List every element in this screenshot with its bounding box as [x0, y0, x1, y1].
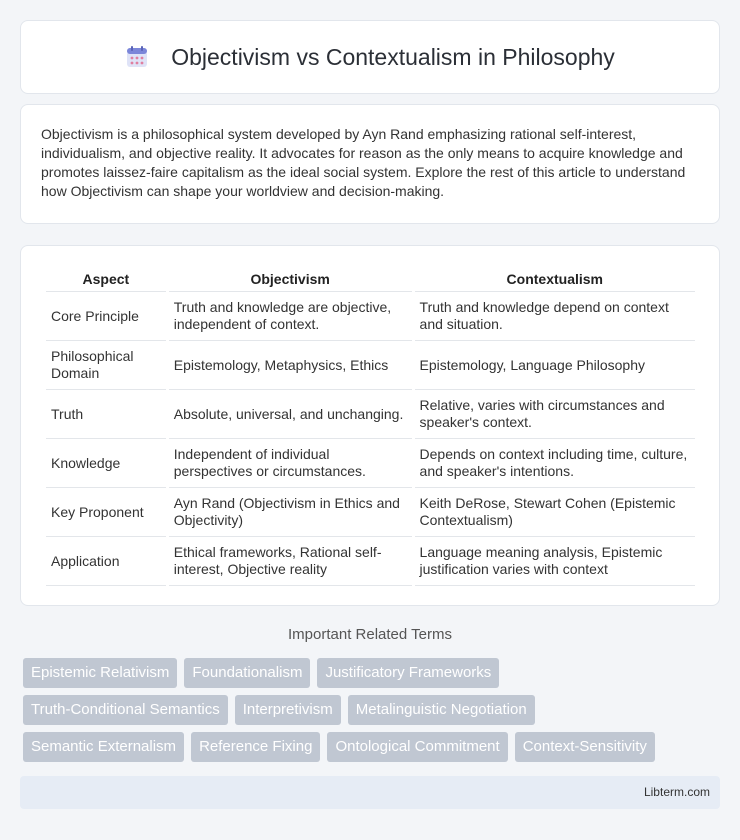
footer-link[interactable]: Libterm.com — [643, 785, 710, 799]
related-term-tag[interactable]: Metalinguistic Negotiation — [348, 695, 535, 725]
table-row — [46, 390, 695, 439]
table-cell: Language meaning analysis, Epistemic justification varies with context — [415, 537, 695, 586]
header-contextualism: Contextualism — [415, 264, 695, 292]
table-cell: Knowledge — [46, 439, 166, 488]
table-cell: Independent of individual perspectives or circumstances. — [169, 439, 412, 488]
table-cell: Epistemology, Metaphysics, Ethics — [169, 341, 412, 390]
table-cell: Application — [46, 537, 166, 586]
calendar-icon — [125, 45, 149, 69]
related-term-tag[interactable]: Foundationalism — [184, 658, 310, 688]
table-cell: Keith DeRose, Stewart Cohen (Epistemic Contextualism) — [415, 488, 695, 537]
header-card — [20, 20, 720, 94]
table-row — [46, 341, 695, 390]
table-cell: Absolute, universal, and unchanging. — [169, 390, 412, 439]
related-term-tag[interactable]: Justificatory Frameworks — [317, 658, 499, 688]
related-term-tag[interactable]: Context-Sensitivity — [515, 732, 655, 762]
tag-row — [23, 658, 723, 688]
comparison-table — [43, 264, 698, 586]
table-cell: Relative, varies with circumstances and speaker's context. — [415, 390, 695, 439]
table-cell: Ayn Rand (Objectivism in Ethics and Objectivity) — [169, 488, 412, 537]
related-term-tag[interactable]: Ontological Commitment — [327, 732, 507, 762]
related-term-tag[interactable]: Truth-Conditional Semantics — [23, 695, 228, 725]
footer — [20, 776, 720, 809]
table-row — [46, 537, 695, 586]
related-terms-list — [23, 658, 723, 769]
related-term-tag[interactable]: Reference Fixing — [191, 732, 320, 762]
table-header-row — [46, 264, 695, 292]
table-row — [46, 439, 695, 488]
table-row — [46, 292, 695, 341]
related-term-tag[interactable]: Epistemic Relativism — [23, 658, 177, 688]
table-cell: Depends on context including time, culture, and speaker's intentions. — [415, 439, 695, 488]
page-title-text: Objectivism vs Contextualism in Philosophy — [171, 43, 615, 70]
related-terms-title: Important Related Terms — [288, 626, 452, 643]
related-term-tag[interactable]: Interpretivism — [235, 695, 341, 725]
table-cell: Truth and knowledge are objective, independent of context. — [169, 292, 412, 341]
header-objectivism: Objectivism — [169, 264, 412, 292]
tag-row — [23, 695, 723, 725]
page-title — [125, 44, 615, 71]
table-cell: Epistemology, Language Philosophy — [415, 341, 695, 390]
header-aspect: Aspect — [46, 264, 166, 292]
table-row — [46, 488, 695, 537]
table-cell: Ethical frameworks, Rational self-interest, Objective reality — [169, 537, 412, 586]
intro-card — [20, 104, 720, 224]
table-cell: Truth and knowledge depend on context and situation. — [415, 292, 695, 341]
table-cell: Truth — [46, 390, 166, 439]
intro-text: Objectivism is a philosophical system developed by Ayn Rand emphasizing rational self-interest, individualism, and objective reality. It advocates for reason as the only means to acquire knowledge and promotes laissez-faire capitalism as the ideal social system. Explore the rest of this article to understand how Objectivism can shape your worldview and decision-making. — [41, 126, 686, 199]
table-cell: Philosophical Domain — [46, 341, 166, 390]
related-term-tag[interactable]: Semantic Externalism — [23, 732, 184, 762]
tag-row — [23, 732, 723, 762]
comparison-table-card — [20, 245, 720, 606]
table-cell: Key Proponent — [46, 488, 166, 537]
table-cell: Core Principle — [46, 292, 166, 341]
